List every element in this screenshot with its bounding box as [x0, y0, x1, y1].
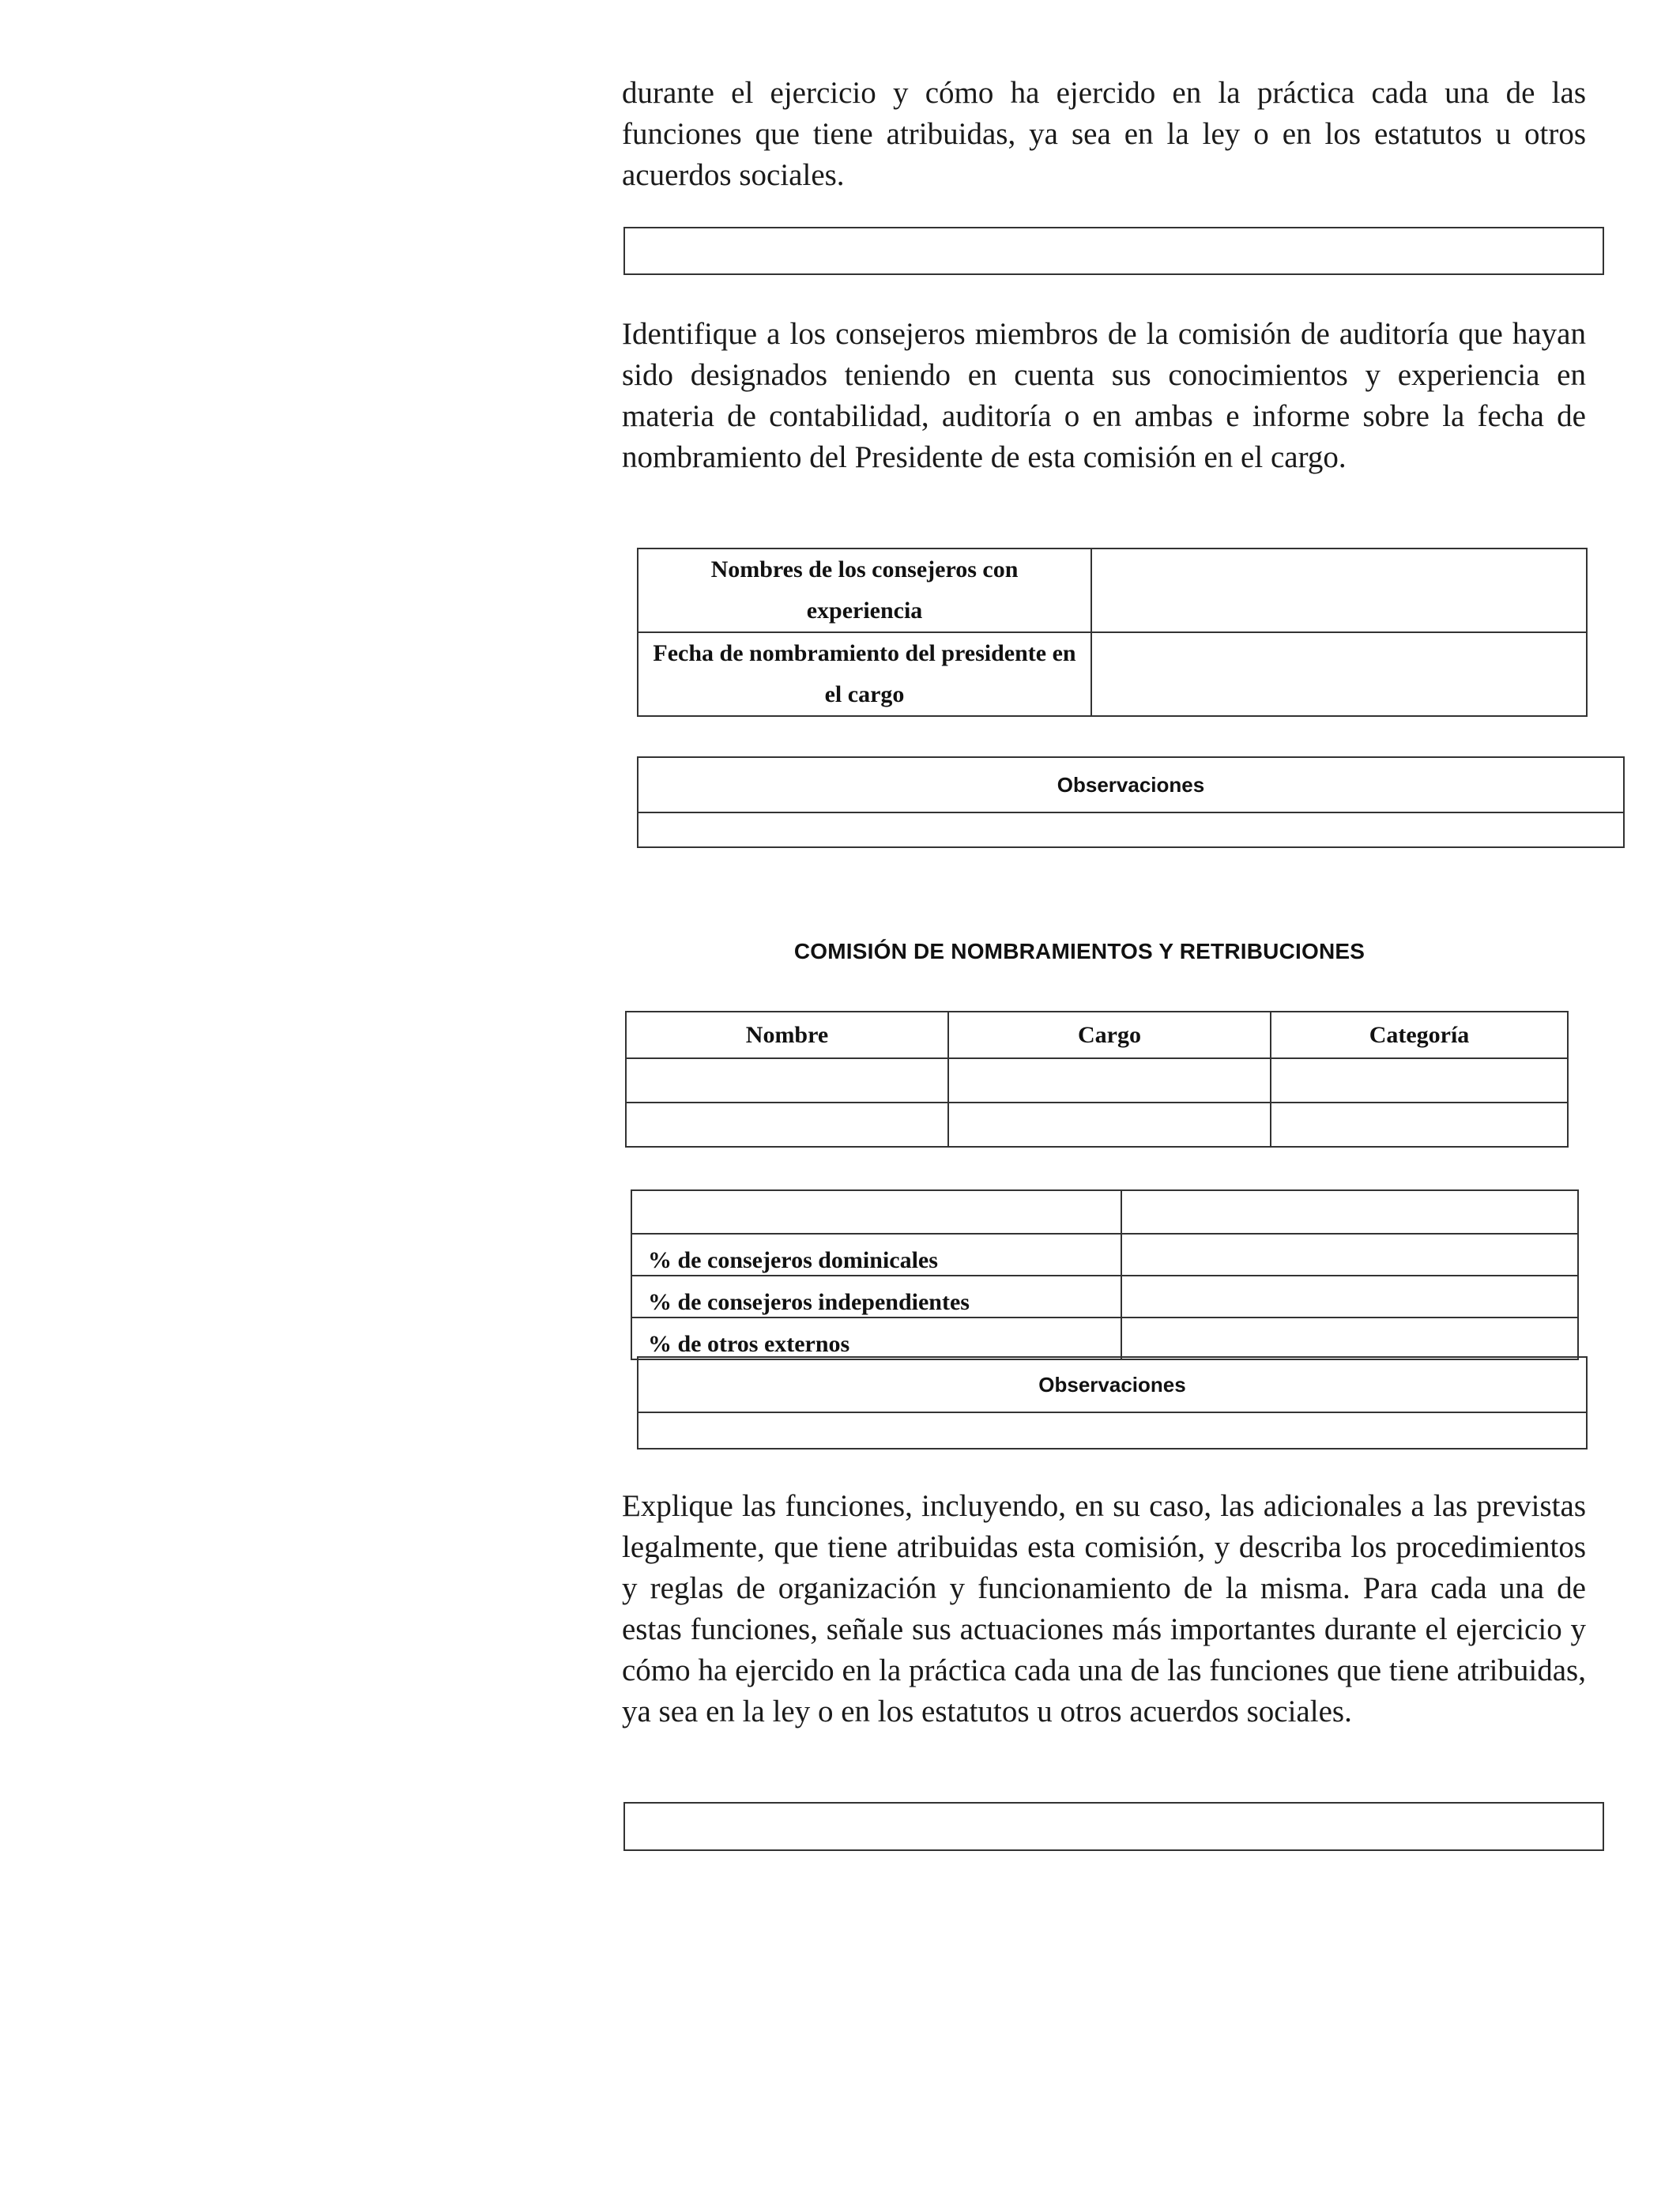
percent-label-cell — [631, 1234, 1121, 1276]
percent-independientes-value[interactable] — [1121, 1276, 1578, 1318]
member-categoria-cell[interactable] — [1271, 1058, 1568, 1103]
table-row — [631, 1234, 1578, 1276]
paragraph-functions-nombramientos: Explique las funciones, incluyendo, en su caso, las adicionales a las previstas legalmente, que tiene atribuidas esta comisión, y describa los procedimientos y reglas de organización y funcionamiento de la misma. Para cada una de estas funciones, señale sus actuaciones más importantes durante el ejercicio y cómo ha ejercido en la práctica cada una de las funciones que tiene atribuidas, ya sea en la ley o en los estatutos u otros acuerdos sociales. — [622, 1489, 1586, 1728]
column-header-categoria: Categoría — [1369, 1021, 1470, 1048]
observaciones-value-2[interactable] — [638, 1412, 1587, 1449]
audit-experts-table — [637, 548, 1588, 717]
table-row — [631, 1276, 1578, 1318]
percent-label-cell — [631, 1190, 1121, 1234]
observaciones-header-cell — [638, 757, 1624, 812]
observaciones-header: Observaciones — [1038, 1372, 1186, 1397]
percent-dominicales-value[interactable] — [1121, 1234, 1578, 1276]
member-name-cell[interactable] — [626, 1103, 948, 1147]
table-row — [626, 1058, 1568, 1103]
member-name-cell[interactable] — [626, 1058, 948, 1103]
header-cell — [1271, 1012, 1568, 1058]
president-appointment-date-label: Fecha de nombramiento del presidente en el cargo — [653, 640, 1076, 707]
percent-otros-externos-label: % de otros externos — [648, 1331, 850, 1357]
observaciones-header-cell — [638, 1357, 1587, 1412]
observaciones-table-1 — [637, 756, 1625, 848]
answer-box-functions-nombramientos[interactable] — [623, 1802, 1604, 1851]
header-cell — [948, 1012, 1271, 1058]
percent-value-cell[interactable] — [1121, 1190, 1578, 1234]
observaciones-header: Observaciones — [1057, 772, 1205, 797]
paragraph-continuation: durante el ejercicio y cómo ha ejercido en la práctica cada una de las funciones que tiene atribuidas, ya sea en la ley o en los estatutos u otros acuerdos sociales. — [622, 76, 1586, 192]
member-cargo-cell[interactable] — [948, 1058, 1271, 1103]
paragraph-audit-experts: Identifique a los consejeros miembros de la comisión de auditoría que hayan sido designados teniendo en cuenta sus conocimientos y experiencia en materia de contabilidad, auditoría o en ambas e informe sobre la fecha de nombramiento del Presidente de esta comisión en el cargo. — [622, 317, 1586, 474]
president-appointment-date-value[interactable] — [1091, 632, 1587, 716]
table-row — [631, 1190, 1578, 1234]
percent-independientes-label: % de consejeros independientes — [648, 1289, 970, 1315]
member-categoria-cell[interactable] — [1271, 1103, 1568, 1147]
section-title: COMISIÓN DE NOMBRAMIENTOS Y RETRIBUCIONES — [793, 939, 1365, 963]
experts-names-value[interactable] — [1091, 548, 1587, 632]
members-table — [625, 1011, 1569, 1148]
table-row — [631, 1318, 1578, 1359]
percent-label-cell — [631, 1276, 1121, 1318]
label-cell — [638, 548, 1091, 632]
percent-dominicales-label: % de consejeros dominicales — [648, 1247, 938, 1273]
column-header-cargo: Cargo — [1078, 1021, 1141, 1048]
observaciones-table-2 — [637, 1356, 1588, 1449]
observaciones-value-1[interactable] — [638, 812, 1624, 847]
header-cell — [626, 1012, 948, 1058]
experts-names-label: Nombres de los consejeros con experiencia — [710, 556, 1019, 624]
percent-label-cell — [631, 1318, 1121, 1359]
percent-table — [631, 1189, 1579, 1360]
percent-otros-externos-value[interactable] — [1121, 1318, 1578, 1359]
label-cell — [638, 632, 1091, 716]
table-row — [626, 1103, 1568, 1147]
column-header-nombre: Nombre — [745, 1021, 829, 1048]
member-cargo-cell[interactable] — [948, 1103, 1271, 1147]
answer-box-functions-audit[interactable] — [623, 227, 1604, 275]
